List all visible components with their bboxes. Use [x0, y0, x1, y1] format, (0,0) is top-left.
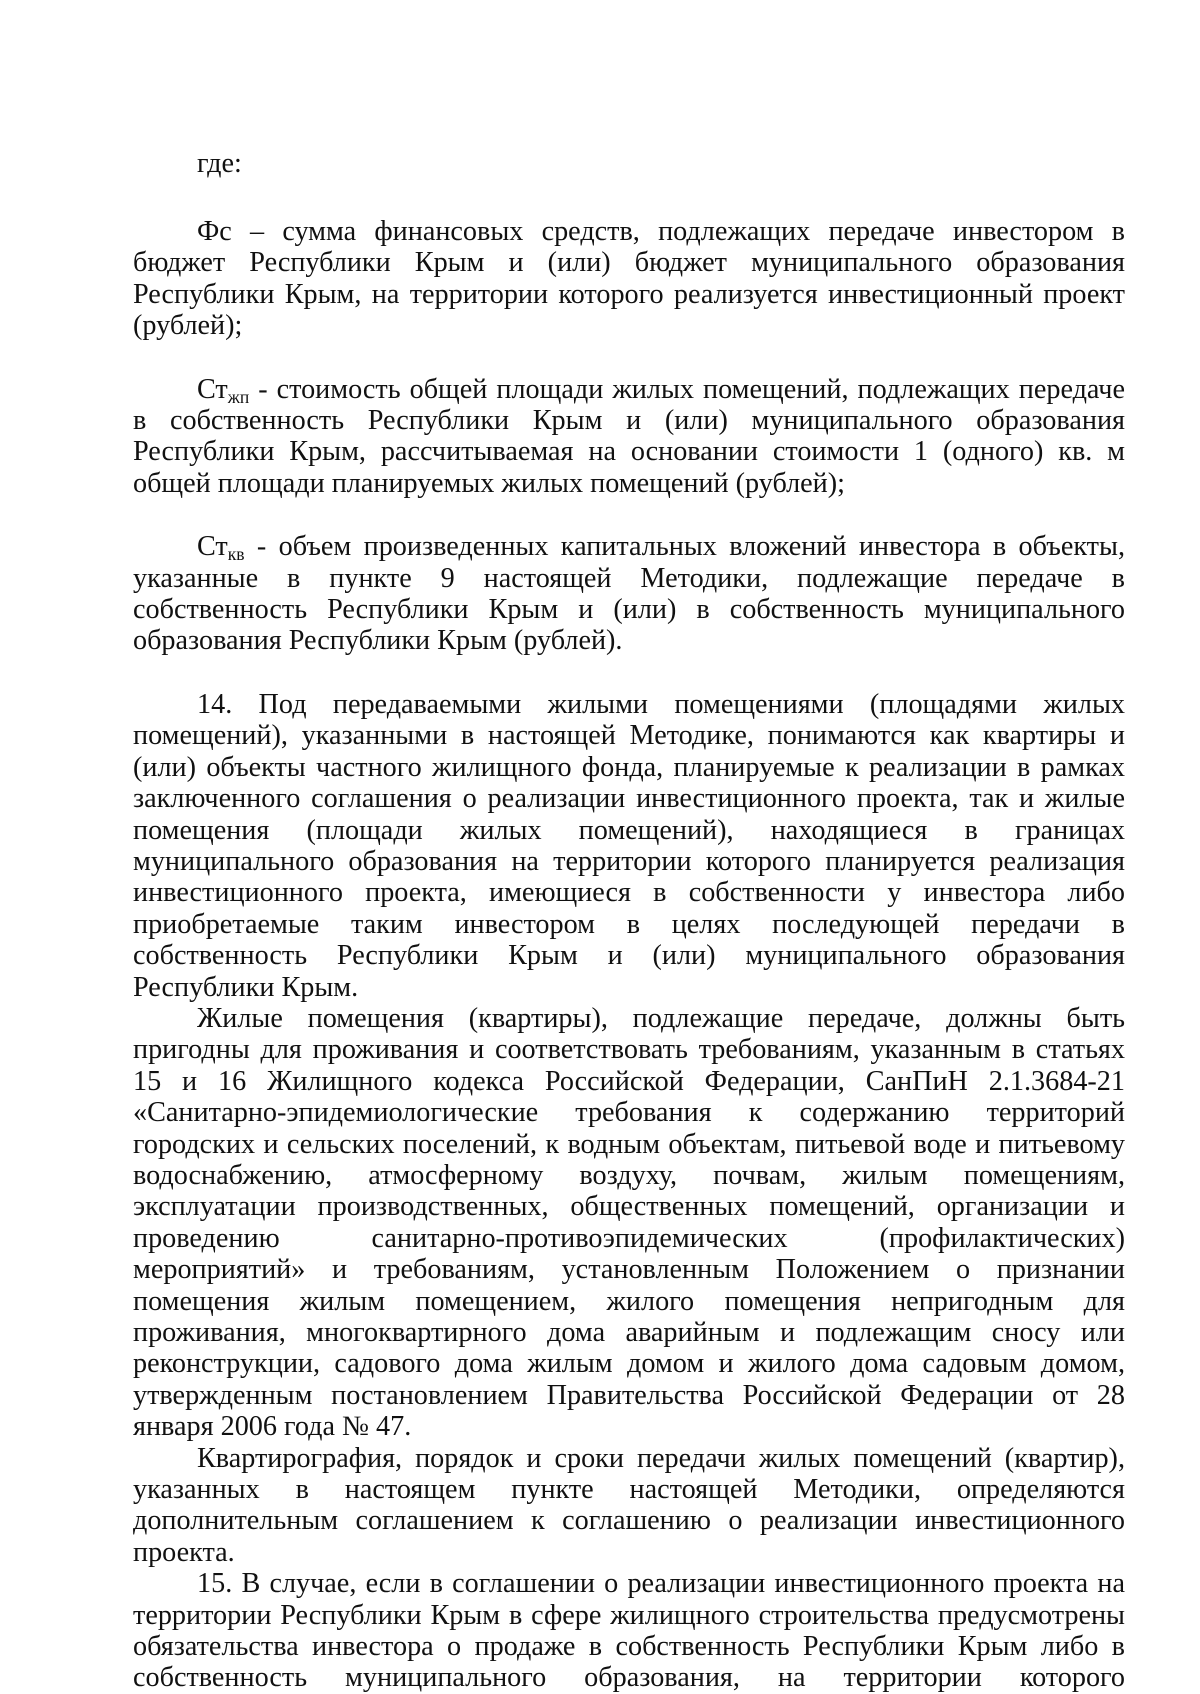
- paragraph-15: 15. В случае, если в соглашении о реализации инвестиционного проекта на территории Республики Крым в сфере жилищного строительства предусмотрены обязательства инвестора о продаже в собственность Республики Крым либо в собственность муниципального образования, на территории которого: [133, 1568, 1125, 1694]
- definition-fs-text: – сумма финансовых средств, подлежащих передаче инвестором в бюджет Республики Крым и (или) бюджет муниципального образования Республики Крым, на территории которого реализуется инвестиционный проект (рублей);: [133, 216, 1125, 342]
- definition-fs: [133, 216, 1125, 342]
- subscript-kv: кв: [227, 544, 245, 565]
- subscript-zhp: жп: [227, 386, 250, 407]
- definition-st-zhp-text: - стоимость общей площади жилых помещений, подлежащих передаче в собственность Республики Крым и (или) муниципального образования Республики Крым, рассчитываемая на основании стоимости 1 (одного) кв. м общей площади планируемых жилых помещений (рублей);: [133, 373, 1125, 499]
- definition-st-kv-text: - объем произведенных капитальных вложений инвестора в объекты, указанные в пункте 9 настоящей Методики, подлежащие передаче в собственность Республики Крым и (или) в собственность муниципального образования Республики Крым (рублей).: [133, 531, 1125, 657]
- paragraph-14-requirements: Жилые помещения (квартиры), подлежащие передаче, должны быть пригодны для проживания и соответствовать требованиям, указанным в статьях 15 и 16 Жилищного кодекса Российской Федерации, СанПиН 2.1.3684-21 «Санитарно-эпидемиологические требования к содержанию территорий городских и сельских поселений, к водным объектам, питьевой воде и питьевому водоснабжению, атмосферному воздуху, почвам, жилым помещениям, эксплуатации производственных, общественных помещений, организации и проведению санитарно-противоэпидемических (профилактических) мероприятий» и требованиям, установленным Положением о признании помещения жилым помещением, жилого помещения непригодным для проживания, многоквартирного дома аварийным и подлежащим сносу или реконструкции, садового дома жилым домом и жилого дома садовым домом, утвержденным постановлением Правительства Российской Федерации от 28 января 2006 года № 47.: [133, 1002, 1125, 1443]
- page-content: [133, 148, 1125, 1694]
- symbol-st: Ст: [197, 373, 228, 405]
- symbol-st: Ст: [197, 531, 228, 563]
- definition-st-zhp: [133, 374, 1125, 500]
- paragraph-14: 14. Под передаваемыми жилыми помещениями (площадями жилых помещений), указанными в настоящей Методике, понимаются как квартиры и (или) объекты частного жилищного фонда, планируемые к реализации в рамках заключенного соглашения о реализации инвестиционного проекта, так и жилые помещения (площади жилых помещений), находящиеся в границах муниципального образования на территории которого планируется реализация инвестиционного проекта, имеющиеся в собственности у инвестора либо приобретаемые таким инвестором в целях последующей передачи в собственность Республики Крым и (или) муниципального образования Республики Крым.: [133, 688, 1125, 1003]
- definition-st-kv: [133, 531, 1125, 657]
- where-label: где:: [197, 148, 242, 179]
- symbol-fs: Фс: [197, 216, 232, 247]
- paragraph-14-apartment-layout: Квартирография, порядок и сроки передачи жилых помещений (квартир), указанных в настоящем пункте настоящей Методики, определяются дополнительным соглашением к соглашению о реализации инвестиционного проекта.: [133, 1442, 1125, 1568]
